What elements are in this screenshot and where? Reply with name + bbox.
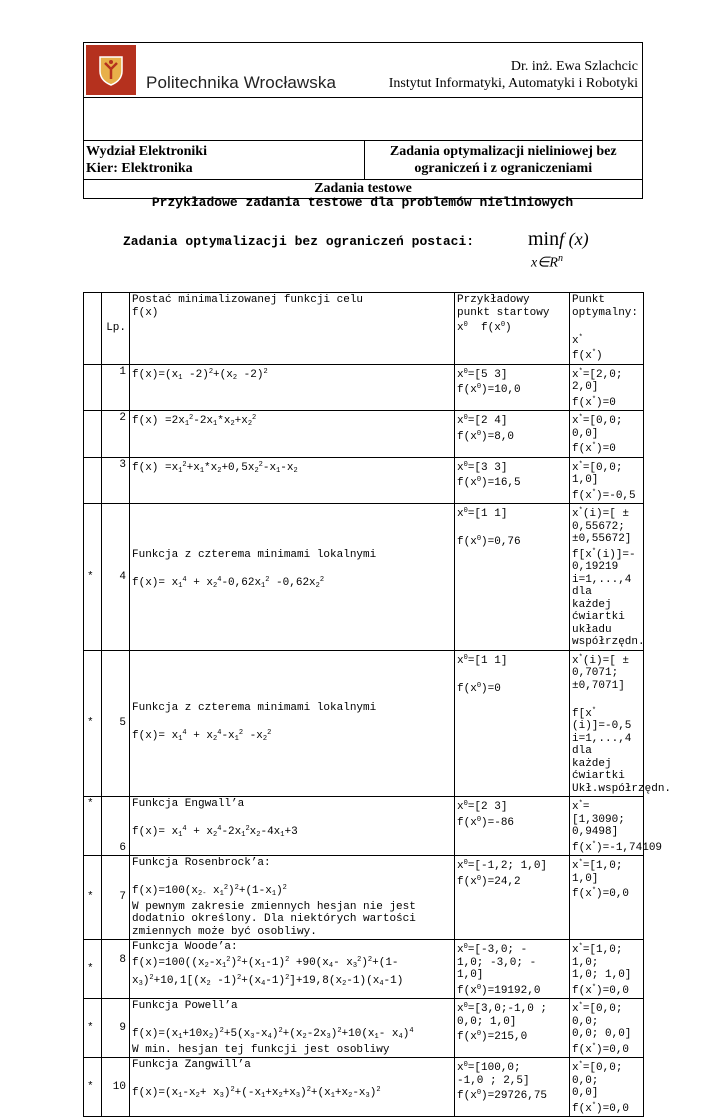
course-title-line2: ograniczeń i z ograniczeniami — [414, 161, 593, 176]
author-block — [364, 43, 643, 98]
page-heading: Przykładowe zadania testowe dla problemów nieliniowych — [151, 195, 574, 210]
header-optimum: Punkt optymalny: x* f(x*) — [570, 293, 644, 365]
institute-name: Instytut Informatyki, Automatyki i Robotyki — [388, 76, 638, 91]
table-row: 2 $f(x) =2x_1^2-2x_1*x_2+x_2^2$ $x^0=[2$ 4] $f(x^0)=8,0$ x*=[0,0; 0,0] f(x*)=0 — [84, 411, 644, 458]
header-start: Przykładowy punkt startowy $x^0$ $f(x^0)$ — [455, 293, 570, 365]
table-row: * 10 Funkcja Zangwill’a $f(x)=(x_1-x_2+ x_3)^2+(-x_1+x_2+x_3)^2+(x_1+x_2-x_3)^2$ $x^0=[100,0$; -1,0 ; 2,5] $f(x^0)=29726,75$ x*=[0,0; 0,0; 0,0] f(x*)=0,0 — [84, 1058, 644, 1117]
table-row: * 9 Funkcja Powell’a $f(x)=(x_1+10x_2)^2+5(x_3-x_4)^2+(x_2-2x_3)^2+10(x_1-$ $x_4)^4$ W min. hesjan tej funkcji jest osobliwy $x^0=[3,0;-1,0$ ; 0,0; 1,0] $f(x^0)=215,0$ x*=[0,0; 0,0; 0,0; 0,0] f(x*)=0,0 — [84, 999, 644, 1058]
test-functions-table — [83, 292, 672, 1117]
table-row: * 8 Funkcja Woode’a: $f(x)=100((x_2-x_1^2)^2+(x_1-1)^2 +90(x_4-$ $x_3^2)^2+(1-x_3)^2+10,1[(x_2$ $-1)^2+(x_4-1)^2]+19,8(x_2-1)(x_4-1)$ $x^0=[-3,0$; - 1,0; -3,0; - 1,0] $f(x^0)=19192,0$ x*=[1,0; 1,0; 1,0; 1,0] f(x*)=0,0 — [84, 940, 644, 999]
min-formula-subscript: $x\in R^n$ — [531, 253, 563, 271]
table-row: * 7 Funkcja Rosenbrock’a: $f(x)=100(x_{2-}$ $x_1^2)^2+(1-x_1)^2$ W pewnym zakresie zmiennych hesjan nie jest dodatnio określony. Dla niektórych wartości zmiennych może być osobliwy. $x^0=[-1,2$; 1,0] $f(x^0)=24,2$ x*=[1,0; 1,0] f(x*)=0,0 — [84, 856, 644, 940]
department-name: Kier: Elektronika — [86, 161, 193, 176]
faculty-block — [84, 141, 365, 180]
min-formula: minf (x) — [528, 228, 589, 250]
course-title-line1: Zadania optymalizacji nieliniowej bez — [389, 144, 617, 159]
logo-area — [84, 43, 365, 98]
table-row: 1 $f(x)=(x_1$ $-2)^2+(x_2$ -2)$^2$ $x^0=[5$ 3] $f(x^0)=10,0$ x*=[2,0; 2,0] f(x*)=0 — [84, 364, 644, 411]
header-function: Postać minimalizowanej funkcji celu f(x) — [130, 293, 455, 365]
table-header-row — [84, 293, 644, 365]
table-row: * 6 Funkcja Engwall’a $f(x)= x_1^4 + x_2^4-2x_1^2x_2-4x_1+3$ $x^0=[2$ 3] $f(x^0)=-86$ x*=[1,3090; 0,9498] f(x*)=-1,74109 — [84, 797, 644, 856]
course-block — [364, 141, 643, 180]
document-header — [83, 42, 643, 199]
problem-statement: Zadania optymalizacji bez ograniczeń postaci: — [123, 234, 475, 249]
table-row: * 5 Funkcja z czterema minimami lokalnymi $f(x)= x_1^4 + x_2^4-x_1^2$ $-x_2^2$ $x^0=[1$ 1] $f(x^0)=0$ x*(i)=[ ± 0,7071; ±0,7071] f[x*(i)]=-0,5 i=1,...,4 dla każdej ćwiartki Ukł.współrzędn. — [84, 650, 644, 797]
university-name: Politechnika Wrocławska — [146, 73, 337, 92]
table-row: * 4 Funkcja z czterema minimami lokalnymi $f(x)= x_1^4 + x_2^4-0,62x_1^2$ $-0,62x_2^2$ $x^0=[1$ 1] $f(x^0)=0,76$ x*(i)=[ ± 0,55672; ±0,55672] f[x*(i)]=- 0,19219 i=1,...,4 dla każdej ćwiartki układu współrzędn. — [84, 504, 644, 651]
faculty-name: Wydział Elektroniki — [86, 144, 207, 159]
university-crest-icon — [86, 45, 136, 95]
table-row: 3 $f(x) =x_1^2+x_1*x_2+0,5x_2^2-x_1-x_2$ $x^0=[3$ 3] $f(x^0)=16,5$ x*=[0,0; 1,0] f(x*)=-0,5 — [84, 457, 644, 504]
author-name: Dr. inż. Ewa Szlachcic — [510, 59, 638, 74]
header-lp: Lp. — [102, 293, 130, 365]
section-title: Zadania testowe — [84, 180, 643, 199]
